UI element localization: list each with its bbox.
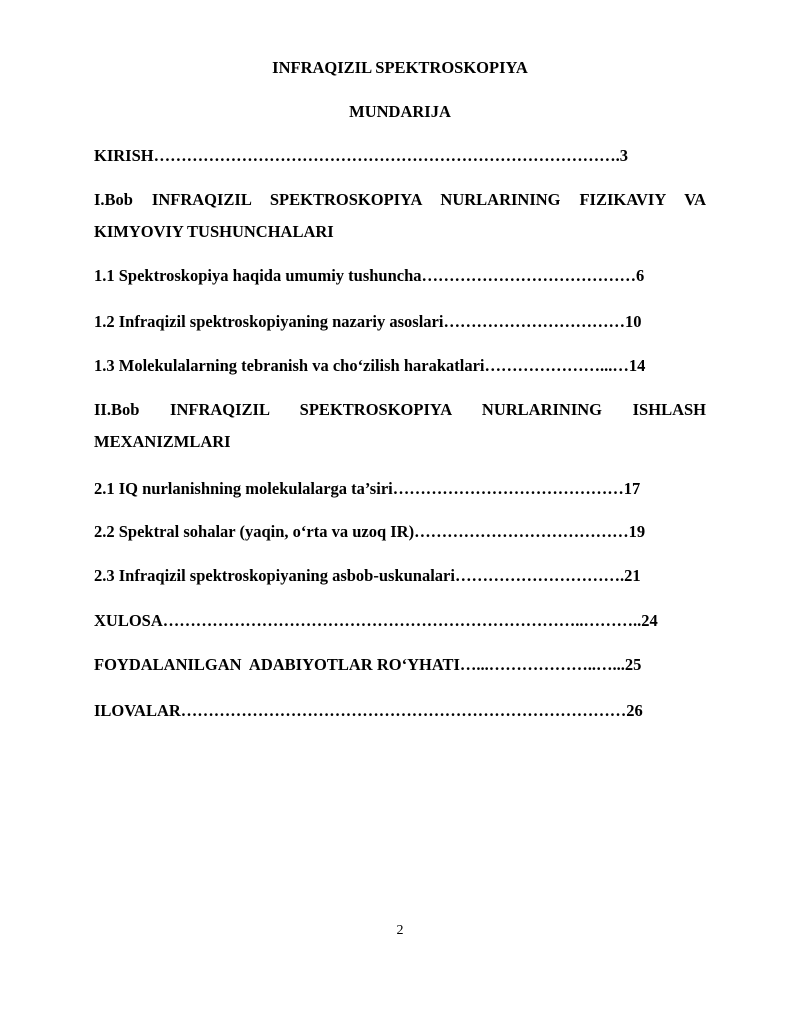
document-title: INFRAQIZIL SPEKTROSKOPIYA (272, 58, 528, 77)
toc-entry-xulosa: XULOSA…………………………………………………………………..………..24 (94, 611, 658, 630)
toc-entry-1-2: 1.2 Infraqizil spektroskopiyaning nazariy asoslari……………………………10 (94, 312, 642, 331)
page-number: 2 (396, 923, 404, 938)
toc-entry-2-2: 2.2 Spektral sohalar (yaqin, o‘rta va uzoq IR)…………………………………19 (94, 522, 646, 541)
toc-entry-2-3: 2.3 Infraqizil spektroskopiyaning asbob-uskunalari………………………….21 (94, 566, 641, 585)
toc-entry-chapter-1: I.Bob INFRAQIZIL SPEKTROSKOPIYA NURLARINING FIZIKAVIY VA KIMYOVIY TUSHUNCHALARI (94, 190, 706, 241)
toc-entry-adabiyotlar: FOYDALANILGAN ADABIYOTLAR RO‘YHATI…...………………..…...25 (94, 655, 642, 674)
toc-heading: MUNDARIJA (349, 102, 451, 121)
toc-entry-ilovalar: ILOVALAR………………………………………………………………………26 (94, 701, 643, 720)
toc-entry-1-1: 1.1 Spektroskopiya haqida umumiy tushuncha…………………………………6 (94, 266, 645, 285)
toc-entry-1-3: 1.3 Molekulalarning tebranish va cho‘zilish harakatlari…………………...…14 (94, 356, 646, 375)
toc-entry-2-1: 2.1 IQ nurlanishning molekulalarga ta’siri……………………………………17 (94, 479, 641, 498)
toc-entry-kirish: KIRISH………………………………………………………………………….3 (94, 146, 628, 165)
toc-entry-chapter-2: II.Bob INFRAQIZIL SPEKTROSKOPIYA NURLARINING ISHLASH MEXANIZMLARI (94, 400, 706, 451)
